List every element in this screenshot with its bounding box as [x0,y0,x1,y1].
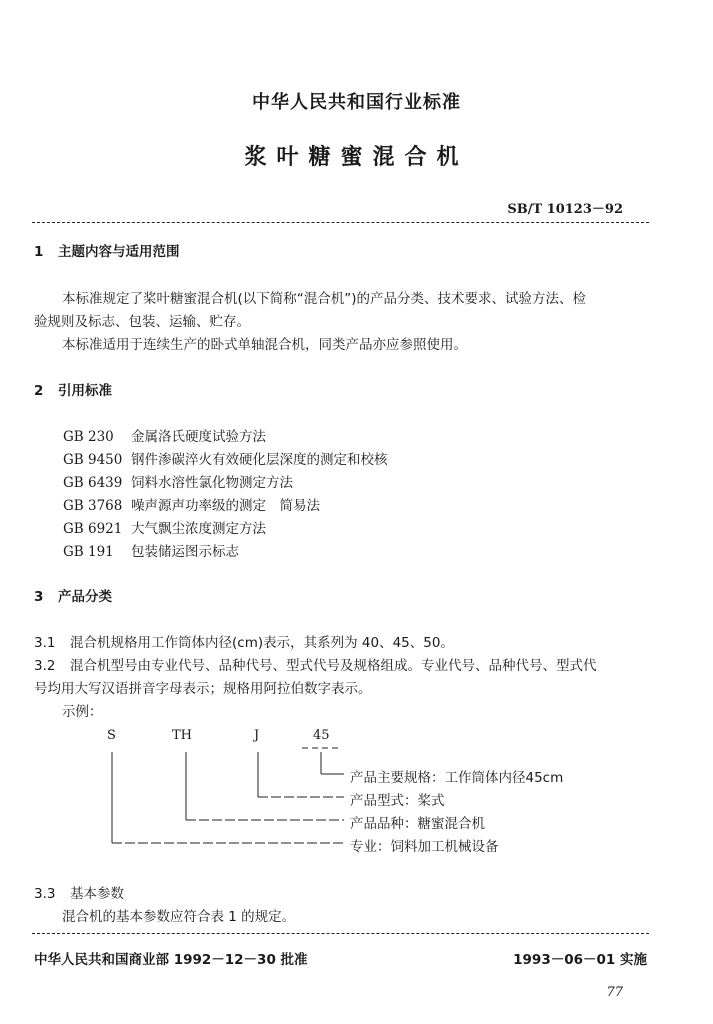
section-3-number: 3 [34,589,44,605]
section-1-para1-line1: 本标准规定了桨叶糖蜜混合机(以下简称“混合机”)的产品分类、技术要求、试验方法、检 [62,291,587,307]
section-1-para1-line2: 验规则及标志、包装、运输、贮存。 [34,314,250,330]
clause-3-3-text: 混合机的基本参数应符合表 1 的规定。 [62,909,296,925]
footer-divider [32,933,649,934]
document-title: 浆叶糖蜜混合机 [244,145,469,170]
approval-date: 中华人民共和国商业部 1992－12－30 批准 [34,952,308,968]
reference-item: GB 230 金属洛氏硬度试验方法 [63,429,266,445]
example-label: 示例： [62,704,103,720]
code-variety: TH [172,728,193,743]
reference-item: GB 9450 钢件渗碳淬火有效硬化层深度的测定和校核 [63,452,388,468]
page-number: 77 [606,985,623,1000]
reference-item: GB 191 包装储运图示标志 [63,544,239,560]
diagram-label-type: 产品型式：桨式 [350,793,445,809]
clause-3-1: 3.1 混合机规格用工作筒体内径(cm)表示，其系列为 40、45、50。 [34,635,454,651]
diagram-label-spec: 产品主要规格：工作筒体内径45cm [350,770,564,786]
diagram-label-specialty: 专业：饲料加工机械设备 [350,839,499,855]
section-1-title: 主题内容与适用范围 [58,244,180,260]
standard-category-title: 中华人民共和国行业标准 [252,92,461,113]
diagram-label-variety: 产品品种：糖蜜混合机 [350,816,485,832]
clause-3-2-line1: 3.2 混合机型号由专业代号、品种代号、型式代号及规格组成。专业代号、品种代号、型式代 [34,658,597,674]
clause-3-3-heading: 3.3 基本参数 [34,886,124,902]
reference-item: GB 6921 大气飘尘浓度测定方法 [63,521,266,537]
code-spec: 45 [313,728,330,743]
code-type: J [254,728,260,743]
section-1-number: 1 [34,244,44,260]
reference-item: GB 6439 饲料水溶性氯化物测定方法 [63,475,293,491]
reference-item: GB 3768 噪声源声功率级的测定 简易法 [63,498,320,514]
section-3-title: 产品分类 [58,589,112,605]
section-2-number: 2 [34,383,44,399]
standard-code: SB/T 10123－92 [507,202,623,217]
section-1-para2: 本标准适用于连续生产的卧式单轴混合机，同类产品亦应参照使用。 [62,337,467,353]
clause-3-2-line2: 号均用大写汉语拼音字母表示；规格用阿拉伯数字表示。 [34,681,372,697]
code-specialty: S [107,728,116,743]
implementation-date: 1993－06－01 实施 [513,952,647,968]
section-2-title: 引用标准 [58,383,112,399]
